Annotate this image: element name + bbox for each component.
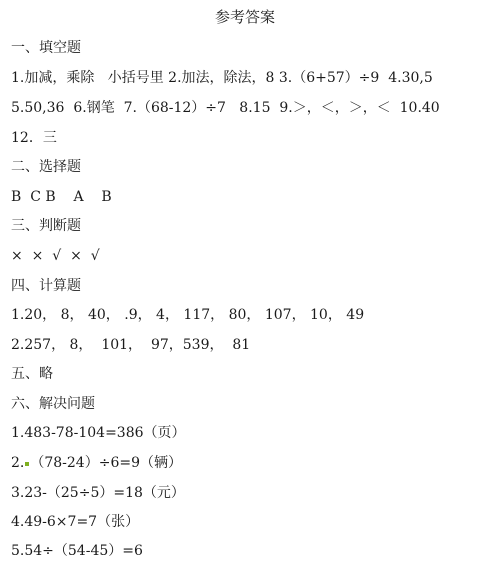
section-heading-fill-blank: 一、填空题	[11, 40, 81, 56]
fill-blank-line-1: 1.加减，乘除 小括号里 2.加法，除法，8 3.（6+57）÷9 4.30,5	[11, 70, 433, 86]
calc-line-1: 1.20， 8， 40， .9， 4， 117， 80， 107， 10， 49	[11, 307, 365, 323]
fill-blank-line-3: 12．三	[11, 130, 57, 146]
solve-answer-1: 1.483-78-104=386（页）	[11, 425, 186, 441]
solve-answer-2-number: 2.	[11, 455, 25, 471]
solve-answer-4: 4.49-6×7=7（张）	[11, 514, 140, 530]
section-heading-choice: 二、选择题	[11, 159, 81, 175]
section-heading-judge: 三、判断题	[11, 218, 81, 234]
solve-answer-3: 3.23-（25÷5）=18（元）	[11, 485, 185, 501]
green-mark-icon	[25, 462, 29, 466]
section-heading-calc: 四、计算题	[11, 278, 81, 294]
page-title: 参考答案	[214, 8, 275, 26]
solve-answer-5: 5.54÷（54-45）=6	[11, 543, 143, 559]
solve-answer-2	[11, 453, 182, 473]
calc-line-2: 2.257， 8， 101， 97，539， 81	[11, 337, 251, 353]
solve-answer-2-expression: （78-24）÷6=9（辆）	[30, 455, 182, 471]
section-heading-omitted: 五、略	[11, 366, 53, 382]
section-heading-solve: 六、解决问题	[11, 396, 95, 412]
choice-answers: B C B A B	[11, 189, 112, 205]
fill-blank-line-2: 5.50,36 6.钢笔 7.（68-12）÷7 8.15 9.＞，＜，＞，＜ 10.40	[11, 100, 440, 116]
judge-answers: × × √ × √	[11, 248, 100, 264]
